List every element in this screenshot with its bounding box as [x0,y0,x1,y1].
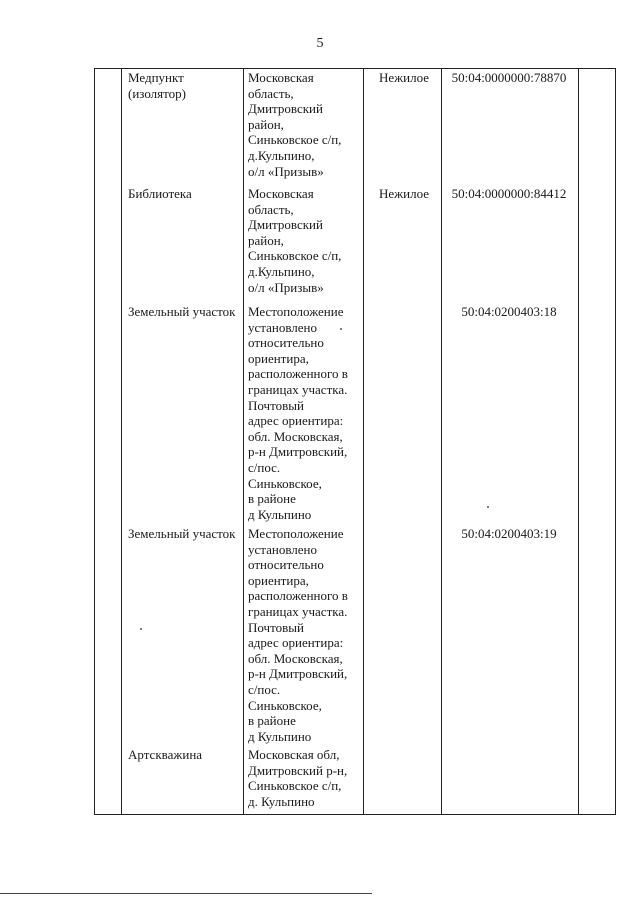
scan-speck [340,328,342,330]
object-address: Московская область, Дмитровский район, Синьковское с/п, д.Кульпино, о/л «Призыв» [248,70,342,179]
table-top-border [94,68,616,69]
column-divider [441,68,442,815]
column-divider [578,68,579,815]
table-bottom-border [94,814,616,815]
column-divider [121,68,122,815]
cadastral-number: 50:04:0000000:78870 [451,70,567,85]
cadastral-number: 50:04:0200403:18 [461,304,557,319]
object-address: Московская область, Дмитровский район, Синьковское с/п, д.Кульпино, о/л «Призыв» [248,186,342,295]
object-address: Местоположение установлено относительно ориентира, расположенного в границах участка. Почтовый адрес ориентира: обл. Московская, р-н Дмитровский, с/пос. Синьковское, в районе д Кульпино [248,304,348,522]
page-bottom-rule [0,893,372,894]
object-address: Московская обл, Дмитровский р-н, Синьковское с/п, д. Кульпино [248,747,348,809]
object-name: Земельный участок [128,304,236,319]
object-name: Библиотека [128,186,192,201]
cadastral-number: 50:04:0000000:84412 [451,186,567,201]
column-divider [94,68,95,815]
object-address: Местоположение установлено относительно ориентира, расположенного в границах участка. Почтовый адрес ориентира: обл. Московская, р-н Дмитровский, с/пос. Синьковское, в районе д Кульпино [248,526,348,744]
column-divider [615,68,616,815]
object-type: Нежилое [378,186,429,201]
object-name: Медпункт (изолятор) [128,70,186,101]
object-name: Артскважина [128,747,203,762]
scan-speck [140,628,142,630]
scan-speck [487,506,489,508]
object-name: Земельный участок [128,526,236,541]
page-number: 5 [316,36,324,51]
cadastral-number: 50:04:0200403:19 [461,526,557,541]
property-table [94,68,616,815]
column-divider [243,68,244,815]
object-type: Нежилое [378,70,429,85]
